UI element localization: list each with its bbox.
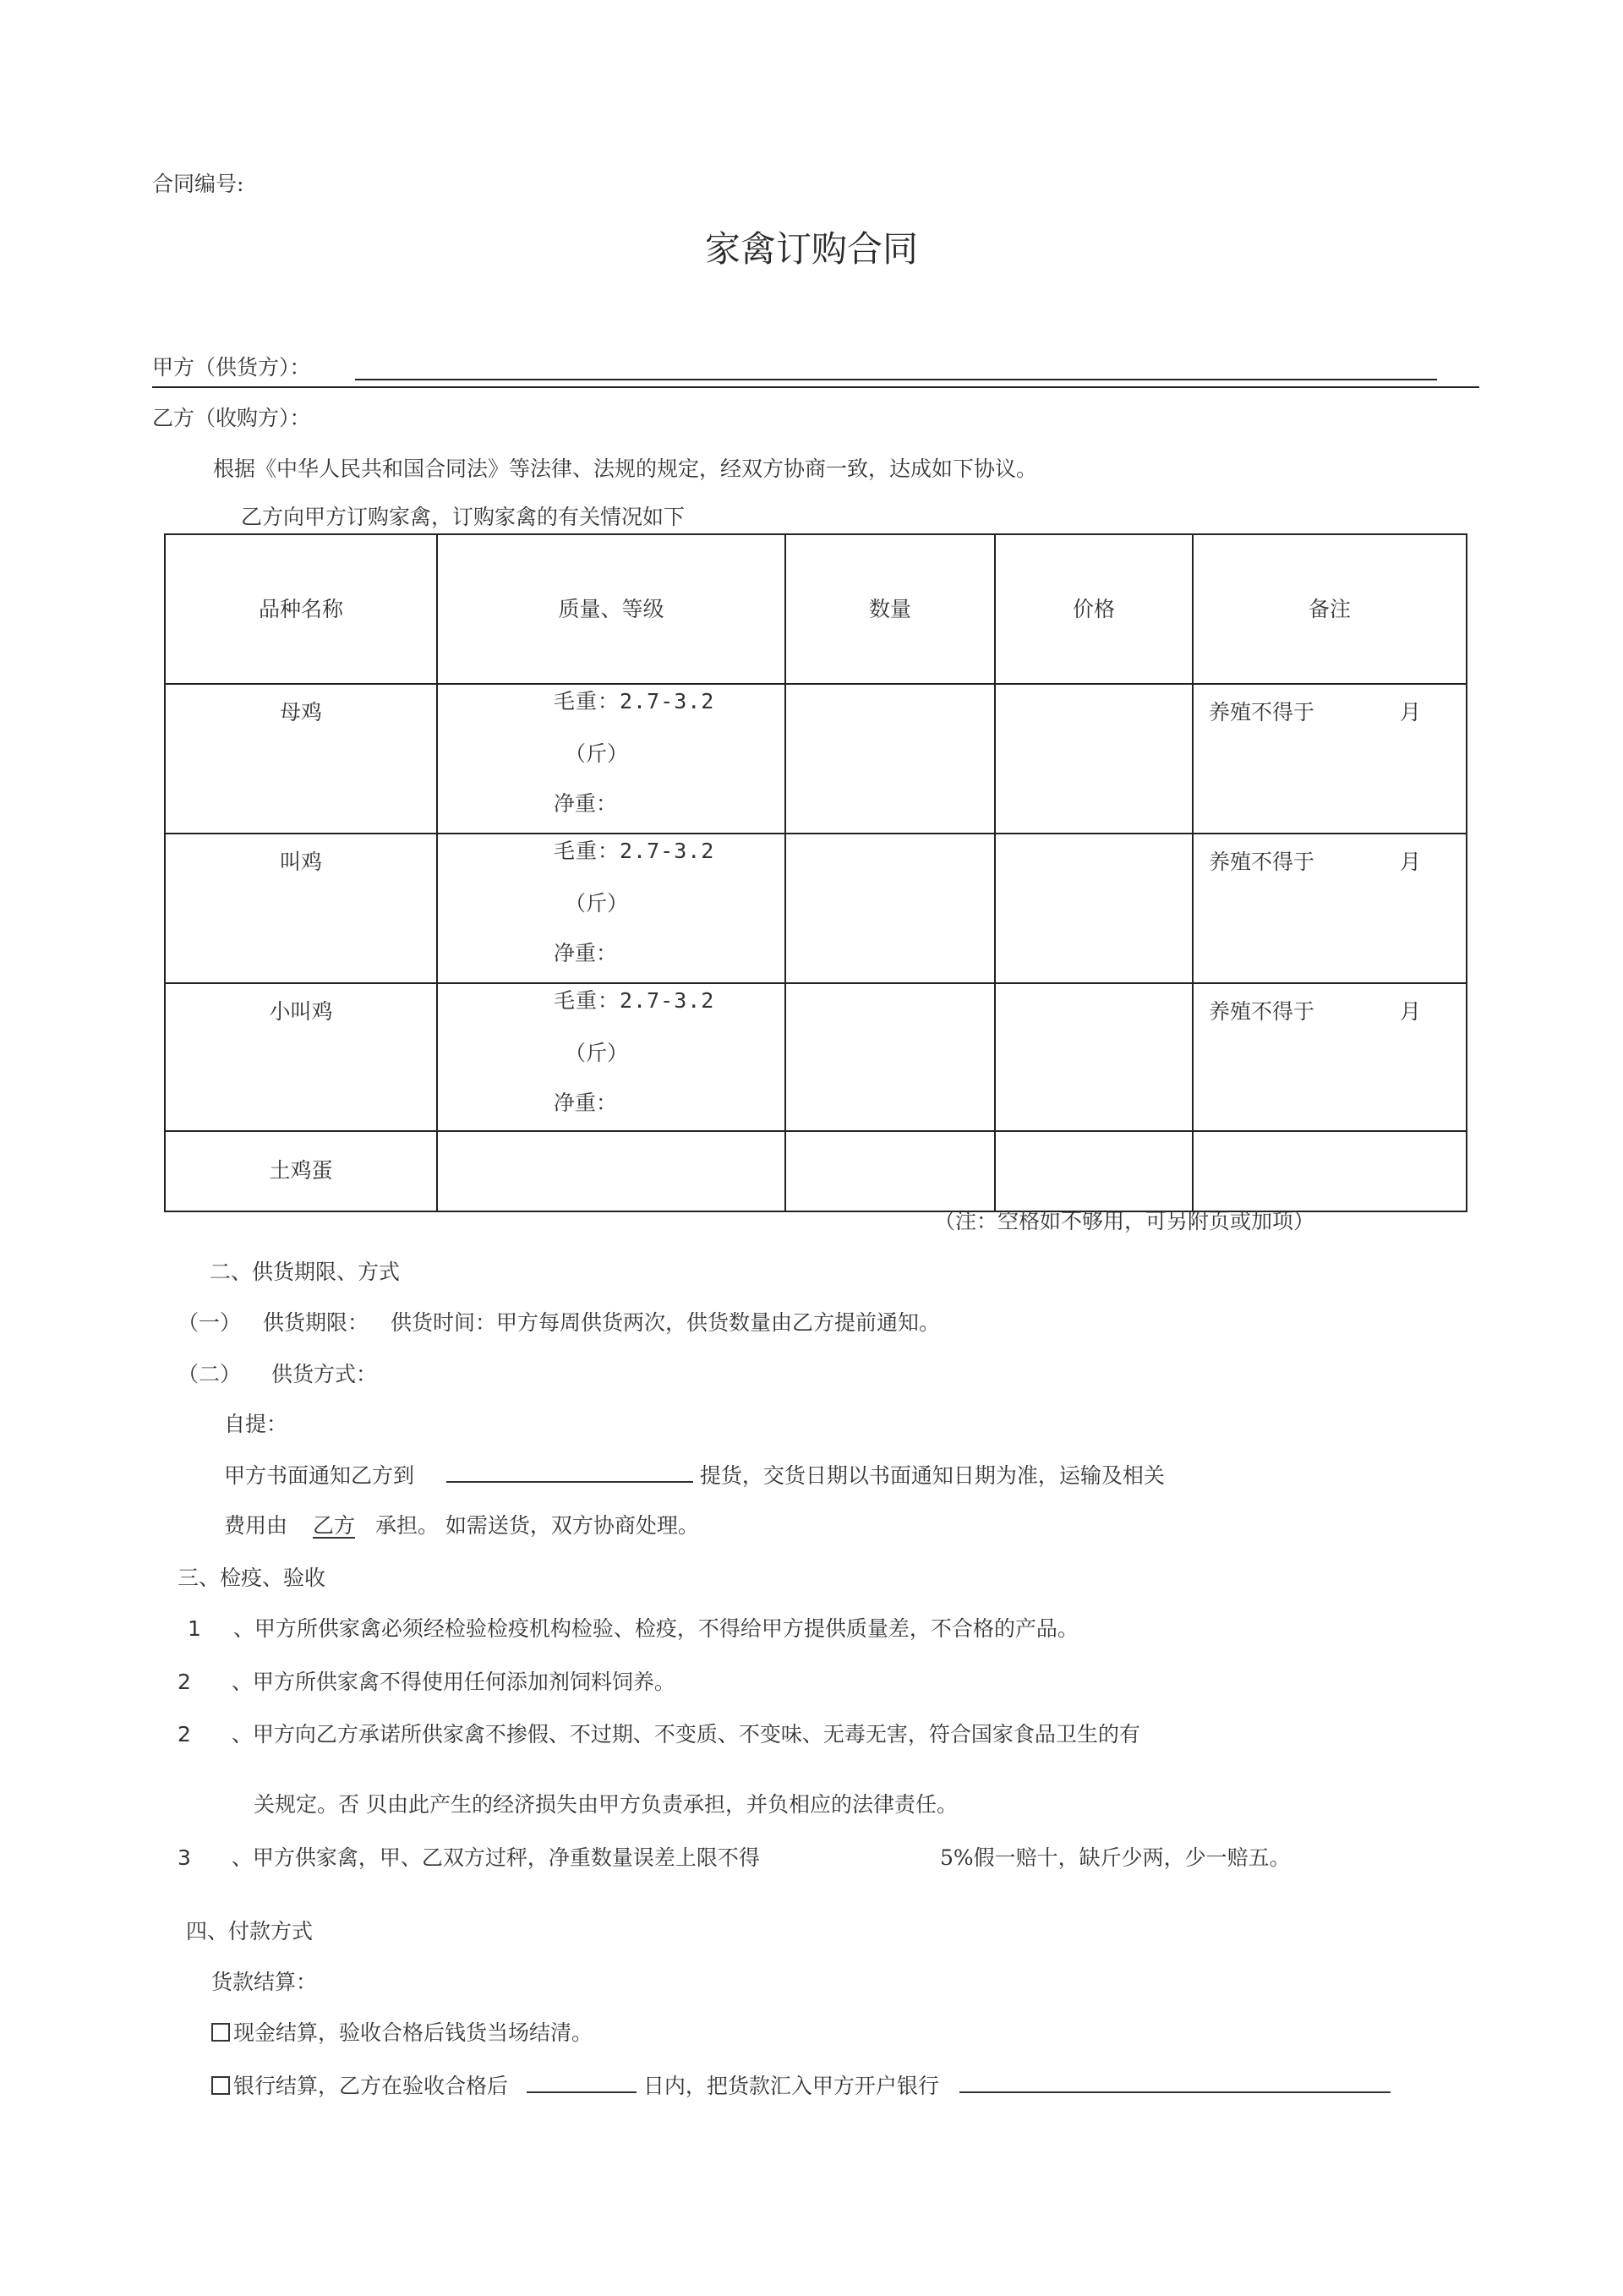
inspection-item-3-tail: 5%假一赔十，缺斤少两，少一赔五。 (940, 1845, 1291, 1870)
item-text: 、甲方所供家禽必须经检验检疫机构检验、检疫，不得给甲方提供质量差，不合格的产品。 (232, 1616, 1079, 1641)
party-a-label: 甲方（供货方）： (152, 355, 311, 380)
page-title: 家禽订购合同 (704, 228, 918, 270)
bank-account-blank[interactable] (959, 2073, 1391, 2093)
row-gross-weight: 毛重：2.7-3.2 (554, 689, 715, 713)
cost-bearer-line (224, 1513, 699, 1539)
cash-checkbox[interactable] (211, 2023, 230, 2042)
section-4-title: 四、付款方式 (186, 1919, 314, 1943)
table-header-name: 品种名称 (258, 597, 343, 621)
row-net-weight: 净重： (554, 941, 618, 965)
row-gross-weight: 毛重：2.7-3.2 (554, 988, 715, 1013)
table-header-quality: 质量、等级 (558, 597, 664, 621)
item-number: 1 (188, 1616, 201, 1641)
self-pickup-label: 自提： (224, 1412, 288, 1436)
inspection-item-2 (178, 1670, 675, 1695)
item-text: 、甲方供家禽，甲、乙双方过秤，净重数量误差上限不得 (231, 1845, 760, 1870)
table-header-remark: 备注 (1308, 597, 1351, 621)
settlement-label: 货款结算： (211, 1970, 318, 1994)
purchase-intro: 乙方向甲方订购家禽，订购家禽的有关情况如下 (241, 505, 686, 529)
row-unit: （斤） (565, 741, 629, 766)
row-remark-month: 月 (1400, 999, 1422, 1024)
row-unit: （斤） (565, 891, 629, 916)
row-name: 叫鸡 (279, 850, 322, 874)
cash-option-label: 现金结算，验收合格后钱货当场结清。 (233, 2020, 593, 2045)
item-number: 2 (178, 1670, 191, 1694)
supply-method-line (178, 1362, 377, 1387)
item-number: （一） (178, 1310, 242, 1335)
row-remark-month: 月 (1400, 850, 1422, 874)
item-number: 3 (178, 1845, 191, 1870)
party-b-label: 乙方（收购方）： (152, 406, 311, 430)
row-remark-month: 月 (1400, 700, 1422, 724)
inspection-continuation: 关规定。否 贝由此产生的经济损失由甲方负责承担，并负相应的法律责任。 (254, 1792, 958, 1817)
notice-text-end: 提货，交货日期以书面通知日期为准，运输及相关 (699, 1463, 1165, 1488)
item-number: （二） (178, 1362, 242, 1386)
table-header-price: 价格 (1072, 597, 1115, 621)
row-name: 土鸡蛋 (269, 1158, 333, 1183)
item-text: 、甲方所供家禽不得使用任何添加剂饲料饲养。 (231, 1670, 675, 1694)
row-net-weight: 净重： (554, 1091, 618, 1115)
bank-text-start: 银行结算，乙方在验收合格后 (233, 2074, 509, 2098)
item-text: 、甲方向乙方承诺所供家禽不掺假、不过期、不变质、不变味、无毒无害，符合国家食品卫生的有 (231, 1722, 1140, 1747)
cash-option[interactable] (211, 2020, 593, 2046)
row-remark: 养殖不得于 (1209, 999, 1315, 1024)
table-note: （注：空格如不够用，可另附页或加项） (934, 1209, 1315, 1233)
bank-checkbox[interactable] (211, 2076, 230, 2095)
section-3-title: 三、检疫、验收 (178, 1566, 326, 1590)
cost-party: 乙方 (312, 1513, 355, 1538)
notice-text-start: 甲方书面通知乙方到 (224, 1463, 415, 1488)
pickup-notice-line (224, 1462, 1165, 1489)
cost-text-start: 费用由 (224, 1513, 288, 1538)
contract-number-label: 合同编号: (152, 172, 244, 196)
row-gross-weight: 毛重：2.7-3.2 (554, 839, 715, 863)
bank-option[interactable] (211, 2073, 1391, 2099)
item-label: 供货方式： (270, 1362, 377, 1386)
cost-text-end: 承担。 如需送货，双方协商处理。 (374, 1513, 699, 1538)
payment-days-blank[interactable] (527, 2073, 637, 2093)
inspection-item-1 (188, 1616, 1079, 1642)
party-a-rule (152, 386, 1479, 388)
item-label: 供货期限： (262, 1310, 369, 1335)
inspection-item-3 (178, 1845, 760, 1871)
row-unit: （斤） (565, 1041, 629, 1065)
row-name: 小叫鸡 (269, 999, 333, 1024)
basis-paragraph: 根据《中华人民共和国合同法》等法律、法规的规定，经双方协商一致，达成如下协议。 (213, 456, 1038, 481)
party-a-blank[interactable] (355, 379, 1437, 380)
supply-time-text: 供货时间：甲方每周供货两次，供货数量由乙方提前通知。 (390, 1310, 940, 1335)
bank-text-mid: 日内，把货款汇入甲方开户银行 (642, 2074, 939, 2098)
item-number: 2 (178, 1722, 191, 1747)
row-name: 母鸡 (279, 700, 322, 724)
table-header-quantity: 数量 (868, 597, 911, 621)
section-2-title: 二、供货期限、方式 (210, 1260, 401, 1284)
row-remark: 养殖不得于 (1209, 850, 1315, 874)
row-remark: 养殖不得于 (1209, 700, 1315, 724)
inspection-item-2b (178, 1722, 1140, 1747)
supply-period-line (178, 1310, 940, 1336)
pickup-location-blank[interactable] (446, 1462, 693, 1483)
row-net-weight: 净重： (554, 791, 618, 816)
